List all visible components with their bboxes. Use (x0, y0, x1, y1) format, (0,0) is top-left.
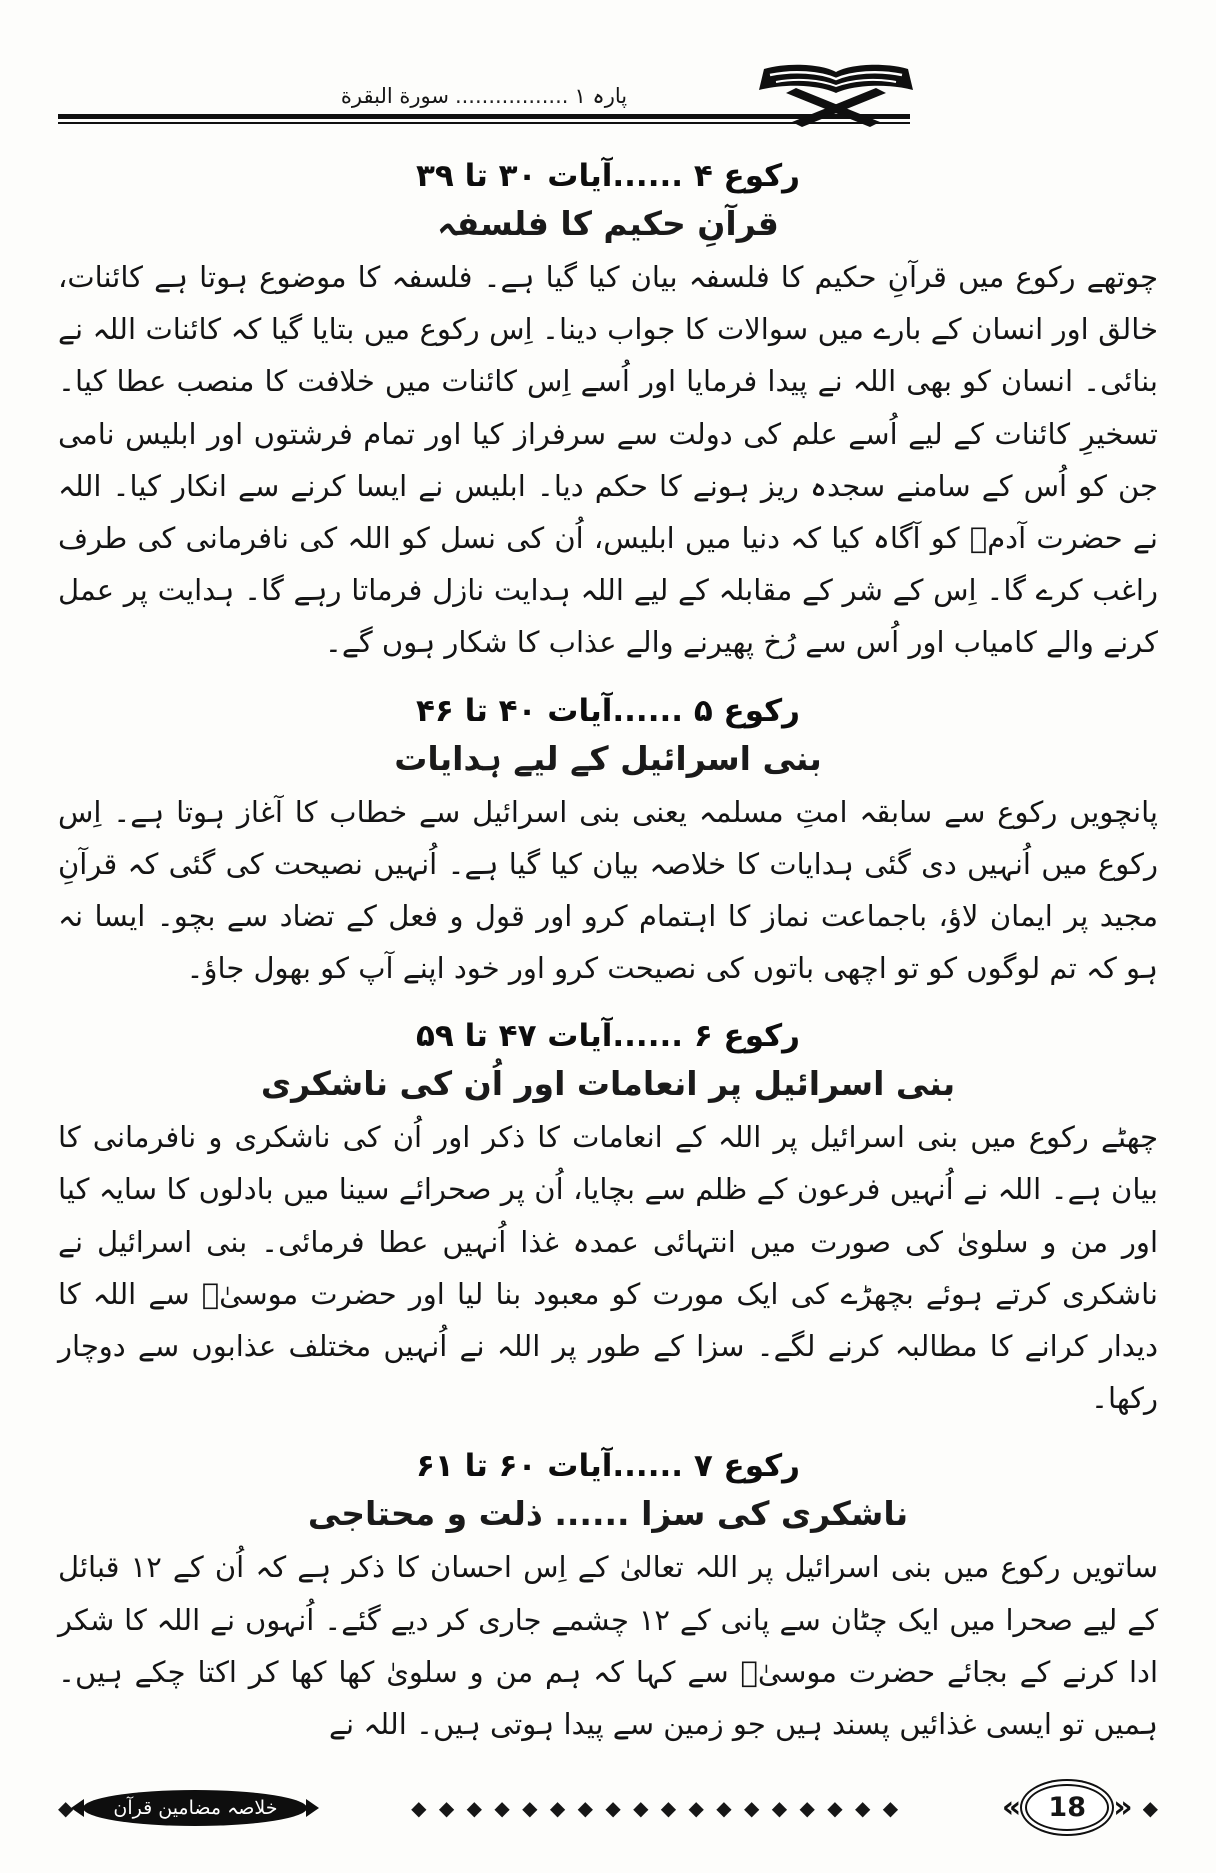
cartouche-left-wing-icon: « (1001, 1790, 1022, 1826)
surah-label: سورة البقرة (340, 84, 449, 108)
section-heading: رکوع ۶ ......آیات ۴۷ تا ۵۹ (415, 1018, 801, 1055)
section-body: چھٹے رکوع میں بنی اسرائیل پر اللہ کے انعامات کا ذکر اور اُن کی ناشکری و نافرمانی کا بیان ہے۔ اللہ نے اُنہیں فرعون کے ظلم سے بچایا، اُن پر صحرائے سینا میں بادلوں کا سایہ کیا اور من و سلویٰ کی صورت میں انتہائی عمدہ غذا اُنہیں عطا فرمائی۔ بنی اسرائیل نے ناشکری کرتے ہوئے بچھڑے کی ایک مورت کو معبود بنا لیا اور حضرت موسیٰؑ سے اللہ کا دیدار کرانے کا مطالبہ کرنے لگے۔ سزا کے طور پر اللہ نے اُنہیں مختلف عذابوں سے دوچار رکھا۔ (58, 1120, 1158, 1416)
section-heading: رکوع ۷ ......آیات ۶۰ تا ۶۱ (415, 1448, 801, 1485)
section-ruku-7 (58, 1448, 1158, 1750)
quran-on-rehal-icon (756, 62, 916, 132)
page-number-cartouche (1002, 1784, 1133, 1831)
leaf-ornament-icon: ◆ (58, 1795, 74, 1820)
page-footer (58, 1784, 1158, 1831)
para-label: پارہ ۱ (574, 84, 628, 108)
dotted-leader: ................. (454, 84, 569, 108)
section-heading: رکوع ۴ ......آیات ۳۰ تا ۳۹ (415, 158, 801, 194)
book-title-badge: خلاصہ مضامین قرآن (83, 1790, 307, 1826)
section-ruku-4 (58, 158, 1158, 669)
page-number: 18 (1025, 1784, 1109, 1831)
section-subheading: ناشکری کی سزا ...... ذلت و محتاجی (307, 1494, 909, 1534)
section-heading: رکوع ۵ ......آیات ۴۰ تا ۴۶ (415, 692, 801, 729)
section-body: پانچویں رکوع سے سابقہ امتِ مسلمہ یعنی بنی اسرائیل سے خطاب کا آغاز ہوتا ہے۔ اِس رکوع میں اُنہیں دی گئی ہدایات کا خلاصہ بیان کیا گیا ہے۔ اُنہیں نصیحت کی گئی کہ قرآنِ مجید پر ایمان لاؤ، باجماعت نماز کا اہتمام کرو اور قول و فعل کے تضاد سے بچو۔ ایسا نہ ہو کہ تم لوگوں کو تو اچھی باتوں کی نصیحت کرو اور خود اپنے آپ کو بھول جاؤ۔ (58, 794, 1158, 986)
section-body: ساتویں رکوع میں بنی اسرائیل پر اللہ تعالیٰ کے اِس احسان کا ذکر ہے کہ اُن کے ۱۲ قبائل کے لیے صحرا میں ایک چٹان سے پانی کے ۱۲ چشمے جاری کر دیے گئے۔ اُنہوں نے اللہ کا شکر ادا کرنے کے بجائے حضرت موسیٰؑ سے کہا کہ ہم من و سلویٰ کھا کھا کر اکتا چکے ہیں۔ ہمیں تو ایسی غذائیں پسند ہیں جو زمین سے پیدا ہوتی ہیں۔ اللہ نے (58, 1550, 1159, 1741)
cartouche-right-wing-icon: » (1113, 1790, 1133, 1826)
leaf-ornament-icon: ◆ (1142, 1795, 1158, 1820)
ornament-row: ◆ ◆ ◆ ◆ ◆ ◆ ◆ ◆ ◆ ◆ ◆ ◆ ◆ ◆ ◆ ◆ ◆ ◆ (411, 1795, 899, 1820)
page-header (58, 84, 910, 134)
section-subheading: بنی اسرائیل پر انعامات اور اُن کی ناشکری (260, 1064, 956, 1104)
section-ruku-6 (58, 1018, 1158, 1424)
section-subheading: قرآنِ حکیم کا فلسفہ (437, 204, 779, 243)
section-ruku-5 (58, 693, 1158, 995)
section-body: چوتھے رکوع میں قرآنِ حکیم کا فلسفہ بیان کیا گیا ہے۔ فلسفہ کا موضوع ہوتا ہے کائنات، خالق اور انسان کے بارے میں سوالات کا جواب دینا۔ اِس رکوع میں بتایا گیا کہ کائنات اللہ نے بنائی۔ انسان کو بھی اللہ نے پیدا فرمایا اور اُسے اِس کائنات میں خلافت کا منصب عطا کیا۔ تسخیرِ کائنات کے لیے اُسے علم کی دولت سے سرفراز کیا اور تمام فرشتوں اور ابلیس نامی جن کو اُس کے سامنے سجدہ ریز ہونے کا حکم دیا۔ ابلیس نے ایسا کرنے سے انکار کیا۔ اللہ نے حضرت آدمؑ کو آگاہ کیا کہ دنیا میں ابلیس، اُن کی نسل کو اللہ کی نافرمانی کی طرف راغب کرے گا۔ اِس کے شر کے مقابلہ کے لیے اللہ ہدایت نازل فرماتا رہے گا۔ ہدایت پر عمل کرنے والے کامیاب اور اُس سے رُخ پھیرنے والے عذاب کا شکار ہوں گے۔ (58, 260, 1158, 660)
section-subheading: بنی اسرائیل کے لیے ہدایات (394, 738, 822, 778)
